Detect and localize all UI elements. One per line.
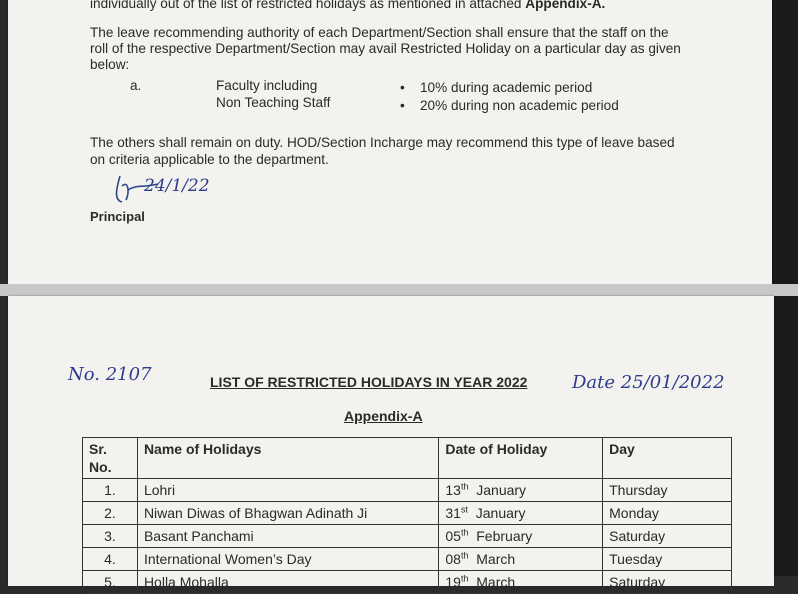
- date-num: 13: [445, 482, 461, 498]
- header-sr: Sr.: [89, 441, 107, 457]
- signatory: Principal: [90, 209, 145, 224]
- date-num: 31: [445, 505, 461, 521]
- date-num: 08: [445, 551, 461, 567]
- table-row: [83, 525, 732, 548]
- bullet-non-academic: • 20% during non academic period: [420, 97, 619, 114]
- header-sr-no: [83, 438, 138, 479]
- para2-line2: on criteria applicable to the department.: [90, 152, 329, 167]
- item-label-line1: Faculty including: [216, 78, 318, 93]
- handwritten-date: Date 25/01/2022: [572, 372, 725, 393]
- table-row: [83, 479, 732, 502]
- intro-text: individually out of the list of restricted holidays as mentioned in attached: [90, 0, 522, 11]
- cell-day: Tuesday: [603, 548, 732, 571]
- date-sup: th: [460, 550, 469, 561]
- table-row: [83, 548, 732, 571]
- header-day: Day: [603, 438, 732, 479]
- cell-name: Niwan Diwas of Bhagwan Adinath Ji: [137, 502, 438, 525]
- intro-line: [90, 0, 605, 12]
- para2-line1: The others shall remain on duty. HOD/Section Incharge may recommend this type of leave based: [90, 135, 675, 150]
- page-separator: [0, 284, 798, 296]
- cell-sr: 4.: [83, 548, 138, 571]
- date-month: February: [476, 528, 533, 544]
- signature-date: 24/1/22: [144, 176, 210, 196]
- cell-sr: 2.: [83, 502, 138, 525]
- header-date: Date of Holiday: [439, 438, 603, 479]
- para1-line1: The leave recommending authority of each Department/Section shall ensure that the staff on the: [90, 25, 669, 40]
- para1-line3: below:: [90, 57, 130, 72]
- cell-day: Monday: [603, 502, 732, 525]
- cell-name: Holla Mohalla: [137, 571, 438, 594]
- appendix-title: Appendix-A: [344, 408, 423, 424]
- date-sup: th: [460, 481, 469, 492]
- date-sup: th: [460, 527, 469, 538]
- cell-name: International Women’s Day: [137, 548, 438, 571]
- cell-day: Saturday: [603, 571, 732, 594]
- cell-date: [439, 525, 603, 548]
- cell-date: [439, 479, 603, 502]
- date-num: 19: [445, 574, 461, 590]
- date-month: January: [476, 482, 527, 498]
- date-sup: th: [460, 573, 469, 584]
- list-title: LIST OF RESTRICTED HOLIDAYS IN YEAR 2022: [210, 374, 528, 390]
- page-1: [8, 0, 772, 284]
- cell-day: Thursday: [603, 479, 732, 502]
- para1-line2: roll of the respective Department/Section may avail Restricted Holiday on a particular day as given: [90, 41, 681, 56]
- intro-appendix-ref: Appendix-A.: [525, 0, 606, 11]
- holidays-table: [82, 437, 732, 594]
- table-row: [83, 571, 732, 594]
- item-marker: a.: [130, 78, 142, 93]
- header-name: Name of Holidays: [137, 438, 438, 479]
- cell-name: Lohri: [137, 479, 438, 502]
- reference-number: No. 2107: [68, 364, 152, 385]
- bullet-academic: • 10% during academic period: [420, 79, 592, 96]
- cell-name: Basant Panchami: [137, 525, 438, 548]
- date-sup: st: [460, 504, 468, 515]
- date-num: 05: [445, 528, 461, 544]
- header-no: No.: [89, 459, 112, 475]
- cell-sr: 1.: [83, 479, 138, 502]
- table-row: [83, 502, 732, 525]
- date-month: March: [476, 574, 516, 590]
- cell-sr: 5.: [83, 571, 138, 594]
- table-header-row: [83, 438, 732, 479]
- cell-date: [439, 571, 603, 594]
- item-label-line2: Non Teaching Staff: [216, 95, 331, 110]
- cell-date: [439, 548, 603, 571]
- date-month: January: [475, 505, 526, 521]
- cell-sr: 3.: [83, 525, 138, 548]
- cell-day: Saturday: [603, 525, 732, 548]
- date-month: March: [476, 551, 516, 567]
- cell-date: [439, 502, 603, 525]
